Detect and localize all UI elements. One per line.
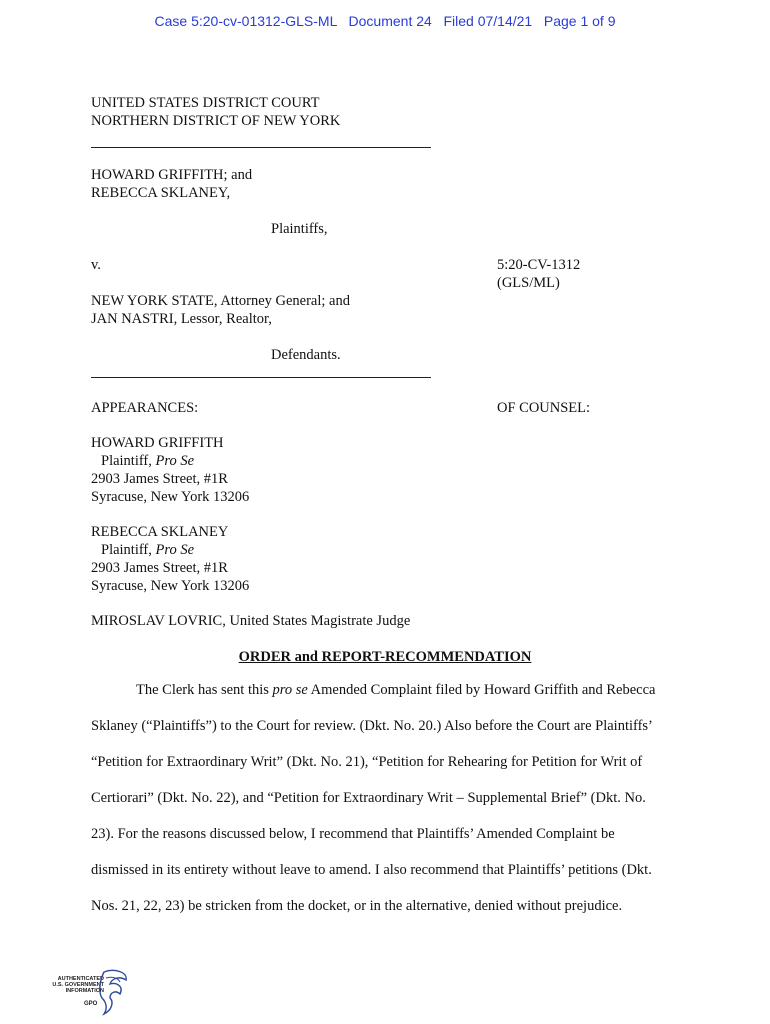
body-line-6: dismissed in its entirety without leave to amend. I also recommend that Plaintiffs’ petitions (Dkt. [91,862,652,878]
versus: v. [91,257,101,273]
defendant-name-2: JAN NASTRI, Lessor, Realtor, [91,311,272,327]
judges-initials: (GLS/ML) [497,275,560,291]
party-role: Plaintiff, Pro Se [101,453,195,469]
defendant-name-1: NEW YORK STATE, Attorney General; and [91,293,350,309]
case-number: 5:20-CV-1312 [497,257,581,273]
caption-divider-top [91,147,431,148]
plaintiff-name-1: HOWARD GRIFFITH; and [91,167,253,183]
order-title: ORDER and REPORT-RECOMMENDATION [238,649,532,665]
caption-divider-bottom [91,377,431,378]
judge-line: MIROSLAV LOVRIC, United States Magistrate Judge [91,613,411,629]
body-line-2: Sklaney (“Plaintiffs”) to the Court for review. (Dkt. No. 20.) Also before the Court are Plaintiffs’ [91,718,653,734]
party-address-city: Syracuse, New York 13206 [91,489,250,505]
appearances-label: APPEARANCES: [91,400,199,416]
body-line-7: Nos. 21, 22, 23) be stricken from the docket, or in the alternative, denied without prejudice. [91,898,623,914]
party-role: Plaintiff, Pro Se [101,542,195,558]
eagle-icon [96,968,132,1018]
seal-text: AUTHENTICATED U.S. GOVERNMENT INFORMATION [52,976,104,994]
body-line-4: Certiorari” (Dkt. No. 22), and “Petition for Extraordinary Writ – Supplemental Brief” (Dkt. No. [91,790,646,806]
case-header: Case 5:20-cv-01312-GLS-ML Document 24 Filed 07/14/21 Page 1 of 9 [154,13,616,29]
body-line-5: 23). For the reasons discussed below, I recommend that Plaintiffs’ Amended Complaint be [91,826,615,842]
body-line-3: “Petition for Extraordinary Writ” (Dkt. No. 21), “Petition for Rehearing for Petition for Writ of [91,754,643,770]
plaintiffs-role: Plaintiffs, [271,221,328,237]
court-name: UNITED STATES DISTRICT COURT [91,95,320,111]
body-line-1: The Clerk has sent this pro se Amended Complaint filed by Howard Griffith and Rebecca [136,682,656,698]
party-name: REBECCA SKLANEY [91,524,229,540]
party-address-street: 2903 James Street, #1R [91,560,228,576]
court-district: NORTHERN DISTRICT OF NEW YORK [91,113,341,129]
plaintiff-name-2: REBECCA SKLANEY, [91,185,231,201]
body-paragraph [91,672,681,924]
party-address-city: Syracuse, New York 13206 [91,578,250,594]
party-name: HOWARD GRIFFITH [91,435,224,451]
of-counsel-label: OF COUNSEL: [497,400,591,416]
seal-agency: GPO [84,1001,98,1007]
party-address-street: 2903 James Street, #1R [91,471,228,487]
defendants-role: Defendants. [271,347,341,363]
gpo-authentication-seal [40,968,136,1018]
